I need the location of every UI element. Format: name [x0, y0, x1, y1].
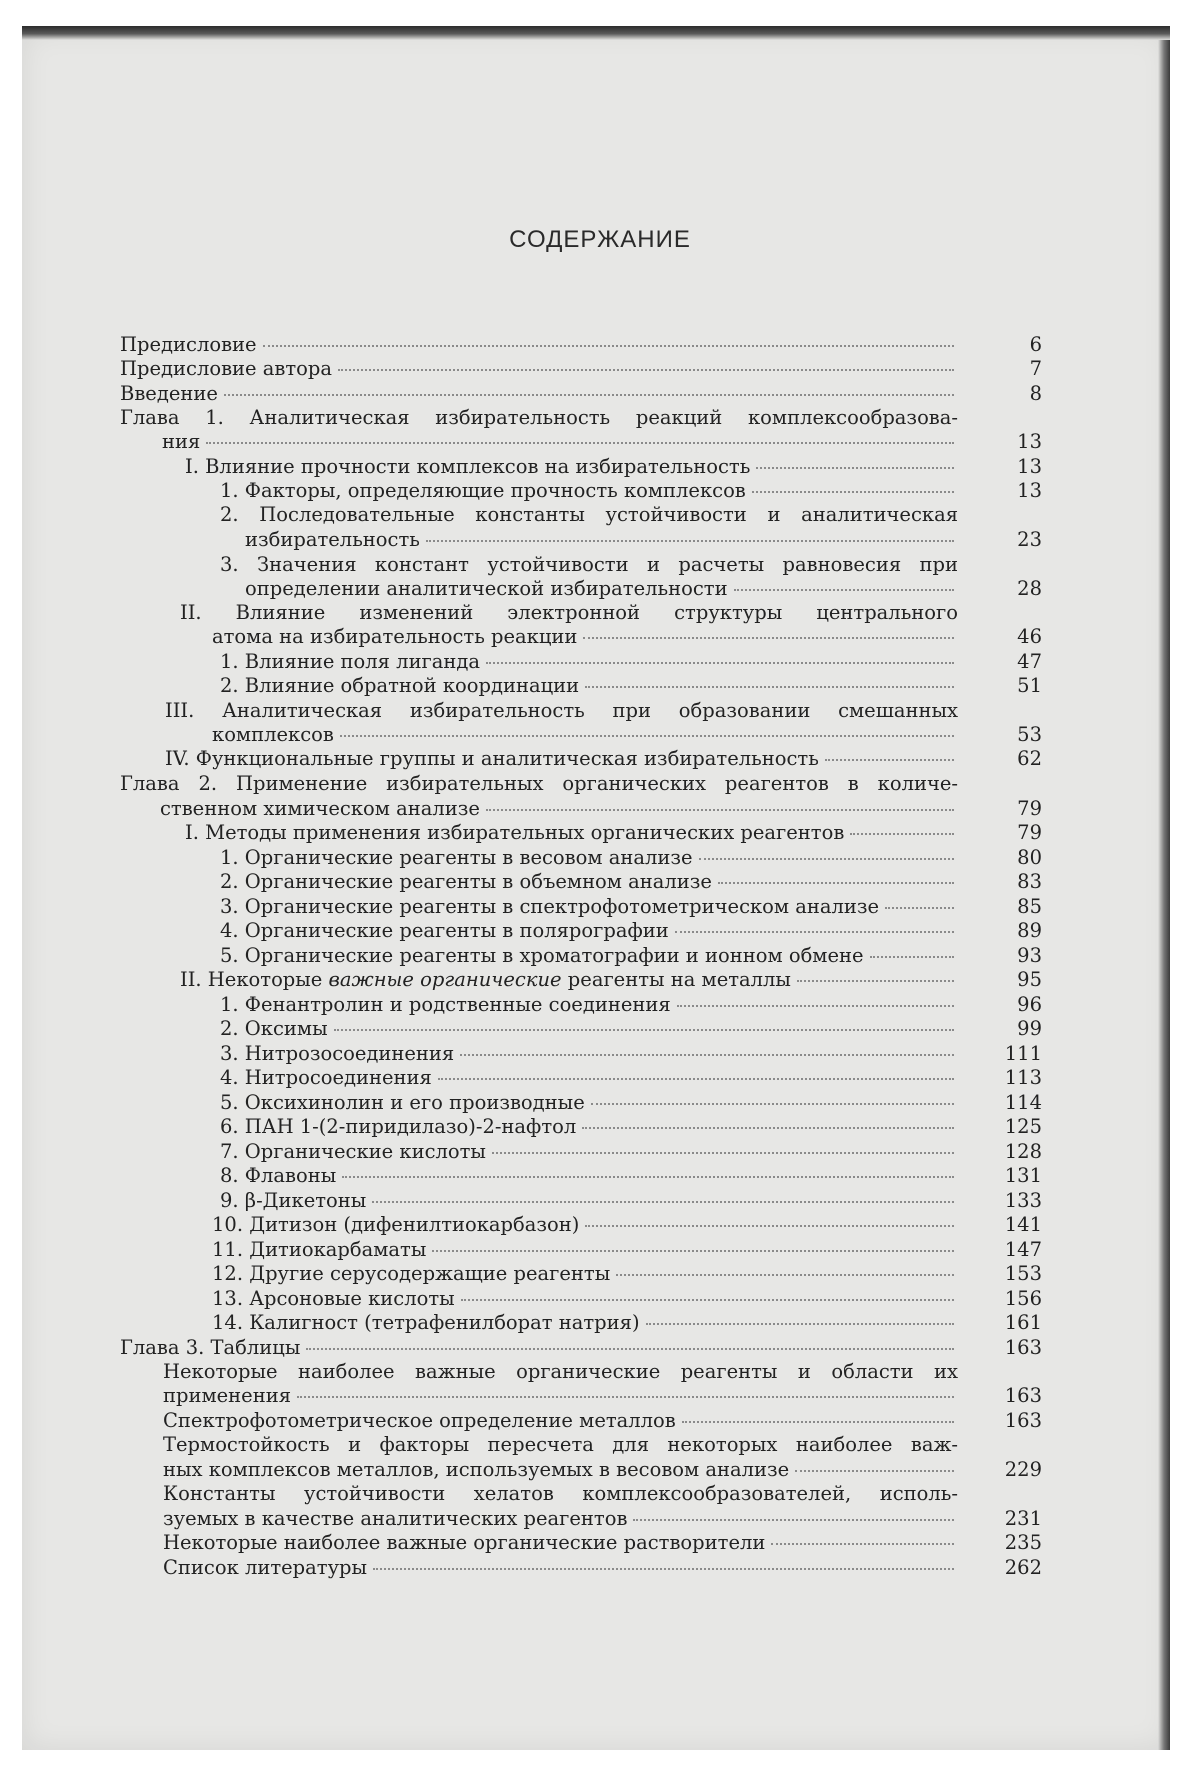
toc-entry-text-line [220, 503, 958, 526]
toc-entry-text-line [212, 1213, 958, 1236]
toc-page-number: 8 [1029, 382, 1042, 405]
toc-entry-title: I. Методы применения избирательных органических реагентов [185, 821, 845, 844]
toc-entry-text-line [185, 821, 958, 844]
toc-entry-text-line [220, 1091, 958, 1114]
toc-entry-text-line [163, 1531, 958, 1554]
toc-entry-text-line [212, 1262, 958, 1285]
toc-page-number: 51 [1017, 674, 1042, 697]
toc-page-number: 13 [1017, 479, 1042, 502]
toc-entry-title [180, 968, 791, 991]
dot-leader [585, 685, 954, 688]
toc-page-number: 113 [1004, 1066, 1042, 1089]
toc-entry-text-line [220, 1017, 958, 1040]
toc-entry-text-line [220, 919, 958, 942]
toc-entry-title: зуемых в качестве аналитических реагентов [163, 1507, 628, 1530]
dot-leader [224, 393, 954, 396]
dot-leader [426, 539, 954, 542]
dot-leader [734, 588, 954, 591]
toc-page-number: 147 [1004, 1238, 1042, 1261]
toc-entry-text-line [245, 528, 958, 551]
dot-leader [306, 1347, 954, 1350]
dot-leader [461, 1298, 954, 1301]
toc-entry-text-line [163, 1433, 958, 1456]
toc-entry-text-line [220, 1042, 958, 1065]
toc-page-number: 53 [1017, 723, 1042, 746]
toc-entry-title: 2. Оксимы [220, 1017, 328, 1040]
toc-page-number: 6 [1029, 333, 1042, 356]
dot-leader [438, 1077, 954, 1080]
dot-leader [771, 1542, 954, 1545]
toc-page-number: 46 [1017, 625, 1042, 648]
dot-leader [752, 490, 954, 493]
toc-page-number: 163 [1004, 1336, 1042, 1359]
toc-entry-text-line [220, 1164, 958, 1187]
toc-entry-text-line [163, 1458, 958, 1481]
toc-page-number: 7 [1029, 357, 1042, 380]
toc-entry-text-line [220, 846, 958, 869]
dot-leader [591, 1102, 954, 1105]
toc-entry-title: 7. Органические кислоты [220, 1140, 486, 1163]
toc-page-number: 89 [1017, 919, 1042, 942]
toc-entry-title: 1. Влияние поля лиганда [220, 650, 481, 673]
toc-entry-title: Константы устойчивости хелатов комплексообразователей, исполь- [163, 1482, 958, 1505]
toc-entry-title: 4. Нитросоединения [220, 1066, 432, 1089]
toc-page-number: 235 [1004, 1531, 1042, 1554]
toc-entry-title: 13. Арсоновые кислоты [212, 1287, 455, 1310]
toc-entry-text-line [163, 1384, 958, 1407]
toc-entry-text-line [180, 601, 958, 624]
toc-page-number: 95 [1017, 968, 1042, 991]
toc-page-number: 229 [1004, 1458, 1042, 1481]
toc-entry-title: 6. ПАН 1-(2-пиридилазо)-2-нафтол [220, 1115, 577, 1138]
toc-entry-text-line [185, 455, 958, 478]
toc-entry-title: 1. Органические реагенты в весовом анализе [220, 846, 693, 869]
toc-entry-title: 5. Оксихинолин и его производные [220, 1091, 585, 1114]
toc-entry-title: 2. Органические реагенты в объемном анализе [220, 870, 712, 893]
dot-leader [334, 1028, 954, 1031]
toc-entry-title: 1. Факторы, определяющие прочность комплексов [220, 479, 746, 502]
dot-leader [718, 881, 954, 884]
toc-entry-title: Предисловие автора [120, 357, 333, 380]
toc-entry-text-line [120, 772, 958, 795]
toc-page-number: 163 [1004, 1409, 1042, 1432]
dot-leader [870, 955, 954, 958]
toc-entry-title-part: реагенты на металлы [561, 968, 791, 991]
dot-leader [263, 344, 954, 347]
toc-entry-text-line [120, 406, 958, 429]
dot-leader [885, 906, 954, 909]
dot-leader [675, 930, 954, 933]
toc-entry-text-line [220, 944, 958, 967]
toc-entry-title: I. Влияние прочности комплексов на избирательность [185, 455, 751, 478]
toc-entry-title: ственном химическом анализе [160, 797, 480, 820]
dot-leader [340, 734, 954, 737]
toc-entry-text-line [220, 993, 958, 1016]
toc-entry-title: 3. Органические реагенты в спектрофотометрическом анализе [220, 895, 880, 918]
dot-leader [825, 758, 954, 761]
dot-leader [460, 1053, 954, 1056]
toc-entry-text-line [212, 723, 958, 746]
toc-entry-text-line [245, 577, 958, 600]
toc-page-number: 111 [1004, 1042, 1042, 1065]
toc-page-number: 163 [1004, 1384, 1042, 1407]
dot-leader [756, 466, 954, 469]
dot-leader [432, 1249, 954, 1252]
dot-leader [492, 1151, 954, 1154]
toc-page-number: 85 [1017, 895, 1042, 918]
toc-page-number: 114 [1004, 1091, 1042, 1114]
toc-entry-text-line [165, 747, 958, 770]
toc-entry-text-line [165, 699, 958, 722]
dot-leader [646, 1322, 954, 1325]
toc-entry-title: ных комплексов металлов, используемых в весовом анализе [163, 1458, 790, 1481]
toc-page-number: 62 [1017, 747, 1042, 770]
toc-page-number: 161 [1004, 1311, 1042, 1334]
toc-entry-title: Термостойкость и факторы пересчета для некоторых наиболее важ- [163, 1433, 958, 1456]
toc-entry-title: определении аналитической избирательности [245, 577, 728, 600]
toc-page-number: 79 [1017, 797, 1042, 820]
toc-entry-title: 12. Другие серусодержащие реагенты [212, 1262, 611, 1285]
toc-entry-text-line [120, 333, 958, 356]
toc-entry-title: 14. Калигност (тетрафенилборат натрия) [212, 1311, 640, 1334]
toc-entry-text-line [163, 1556, 958, 1579]
dot-leader [342, 1175, 954, 1178]
toc-entry-title: 5. Органические реагенты в хроматографии и ионном обмене [220, 944, 864, 967]
toc-entry-title: избирательность [245, 528, 420, 551]
toc-entry-title: 11. Дитиокарбаматы [212, 1238, 427, 1261]
toc-page-number: 99 [1017, 1017, 1042, 1040]
toc-page-number: 141 [1004, 1213, 1042, 1236]
toc-page-number: 13 [1017, 455, 1042, 478]
toc-entry-title: Спектрофотометрическое определение металлов [163, 1409, 676, 1432]
toc-entry-title: Предисловие [120, 333, 257, 356]
toc-entry-text-line [120, 382, 958, 405]
toc-page-number: 93 [1017, 944, 1042, 967]
toc-entry-text-line [220, 1140, 958, 1163]
toc-entry-text-line [220, 1115, 958, 1138]
toc-page-number: 131 [1004, 1164, 1042, 1187]
toc-entry-title-part: II. Некоторые [180, 968, 329, 991]
toc-entry-text-line [220, 1189, 958, 1212]
toc-entry-text-line [220, 895, 958, 918]
toc-entry-text-line [163, 1409, 958, 1432]
toc-entry-title: атома на избирательность реакции [212, 625, 578, 648]
dot-leader [677, 1004, 954, 1007]
dot-leader [486, 808, 954, 811]
toc-entry-text-line [163, 1482, 958, 1505]
dot-leader [795, 1469, 954, 1472]
dot-leader [850, 832, 954, 835]
dot-leader [206, 441, 954, 444]
toc-entry-title: применения [163, 1384, 292, 1407]
toc-entry-title: 1. Фенантролин и родственные соединения [220, 993, 671, 1016]
toc-entry-title: 4. Органические реагенты в полярографии [220, 919, 669, 942]
toc-entry-title: 3. Значения констант устойчивости и расчеты равновесия при [220, 553, 958, 576]
toc-entry-text-line [212, 1287, 958, 1310]
toc-entry-text-line [220, 479, 958, 502]
toc-page-number: 133 [1004, 1189, 1042, 1212]
toc-entry-title: ния [162, 430, 201, 453]
toc-entry-text-line [163, 1507, 958, 1530]
dot-leader [297, 1395, 954, 1398]
toc-entry-text-line [160, 797, 958, 820]
toc-page-number: 128 [1004, 1140, 1042, 1163]
toc-page-number: 13 [1017, 430, 1042, 453]
toc-entry-title-italic: важные органические [328, 968, 562, 991]
toc-entry-text-line [120, 357, 958, 380]
toc-entry-title: II. Влияние изменений электронной структуры центрального [180, 601, 958, 624]
toc-entry-title: 3. Нитрозосоединения [220, 1042, 455, 1065]
toc-entry-text-line [220, 1066, 958, 1089]
toc-entry-title: IV. Функциональные группы и аналитическая избирательность [165, 747, 819, 770]
dot-leader [616, 1273, 954, 1276]
toc-page-number: 231 [1004, 1507, 1042, 1530]
page-title: СОДЕРЖАНИЕ [509, 226, 691, 253]
dot-leader [633, 1518, 954, 1521]
toc-page-number: 125 [1004, 1115, 1042, 1138]
dot-leader [682, 1420, 954, 1423]
toc-entry-text-line [212, 1311, 958, 1334]
toc-entry-title: III. Аналитическая избирательность при образовании смешанных [165, 699, 958, 722]
toc-page-number: 83 [1017, 870, 1042, 893]
toc-entry-text-line [220, 553, 958, 576]
dot-leader [582, 1126, 954, 1129]
toc-page-number: 79 [1017, 821, 1042, 844]
toc-entry-title: 8. Флавоны [220, 1164, 337, 1187]
toc-page-number: 80 [1017, 846, 1042, 869]
toc-page-number: 262 [1004, 1556, 1042, 1579]
toc-page-number: 47 [1017, 650, 1042, 673]
toc-entry-title: Список литературы [163, 1556, 368, 1579]
toc-page-number: 153 [1004, 1262, 1042, 1285]
dot-leader [373, 1567, 954, 1570]
dot-leader [486, 661, 954, 664]
toc-entry-title: 9. β-Дикетоны [220, 1189, 367, 1212]
dot-leader [797, 979, 954, 982]
toc-entry-title: Глава 1. Аналитическая избирательность реакций комплексообразова- [120, 406, 958, 429]
toc-page-number: 156 [1004, 1287, 1042, 1310]
dot-leader [338, 368, 954, 371]
toc-entry-text-line [120, 1336, 958, 1359]
toc-entry-text-line [180, 968, 958, 991]
dot-leader [372, 1200, 954, 1203]
toc-entry-title: Некоторые наиболее важные органические реагенты и области их [163, 1360, 958, 1383]
toc-entry-title: 2. Последовательные константы устойчивости и аналитическая [220, 503, 958, 526]
toc-entry-title: Некоторые наиболее важные органические растворители [163, 1531, 766, 1554]
toc-entry-title: Введение [120, 382, 218, 405]
toc-entry-text-line [212, 625, 958, 648]
toc-entry-text-line [220, 650, 958, 673]
toc-entry-text-line [162, 430, 958, 453]
dot-leader [583, 636, 954, 639]
toc-page-number: 23 [1017, 528, 1042, 551]
toc-entry-text-line [163, 1360, 958, 1383]
toc-entry-title: 2. Влияние обратной координации [220, 674, 580, 697]
toc-entry-title: 10. Дитизон (дифенилтиокарбазон) [212, 1213, 580, 1236]
toc-entry-text-line [220, 674, 958, 697]
toc-page-number: 28 [1017, 577, 1042, 600]
toc-entry-title: Глава 2. Применение избирательных органических реагентов в количе- [120, 772, 958, 795]
toc-page-number: 96 [1017, 993, 1042, 1016]
dot-leader [699, 857, 954, 860]
toc-entry-text-line [220, 870, 958, 893]
toc-entry-text-line [212, 1238, 958, 1261]
toc-entry-title: комплексов [212, 723, 334, 746]
toc-entry-title: Глава 3. Таблицы [120, 1336, 301, 1359]
dot-leader [585, 1224, 954, 1227]
